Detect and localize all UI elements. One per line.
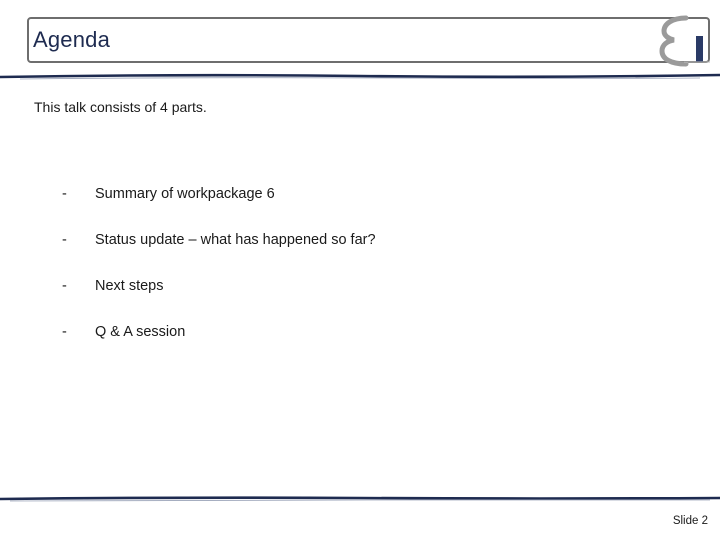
bullet-dash: -	[62, 278, 67, 294]
bullet-dash: -	[62, 232, 67, 248]
slide-number: Slide 2	[672, 515, 708, 527]
agenda-item-label: Summary of workpackage 6	[95, 186, 275, 202]
agenda-item-label: Q & A session	[95, 324, 186, 340]
title-frame	[27, 17, 710, 63]
bullet-dash: -	[62, 186, 67, 202]
intro-text: This talk consists of 4 parts.	[34, 99, 207, 115]
slide-title: Agenda	[33, 27, 111, 52]
bullet-dash: -	[62, 324, 67, 340]
agenda-item-label: Status update – what has happened so far?	[95, 232, 376, 248]
header-divider	[0, 72, 720, 80]
footer-divider	[0, 494, 720, 502]
ei-logo-icon	[656, 10, 712, 68]
agenda-item-label: Next steps	[95, 278, 164, 294]
